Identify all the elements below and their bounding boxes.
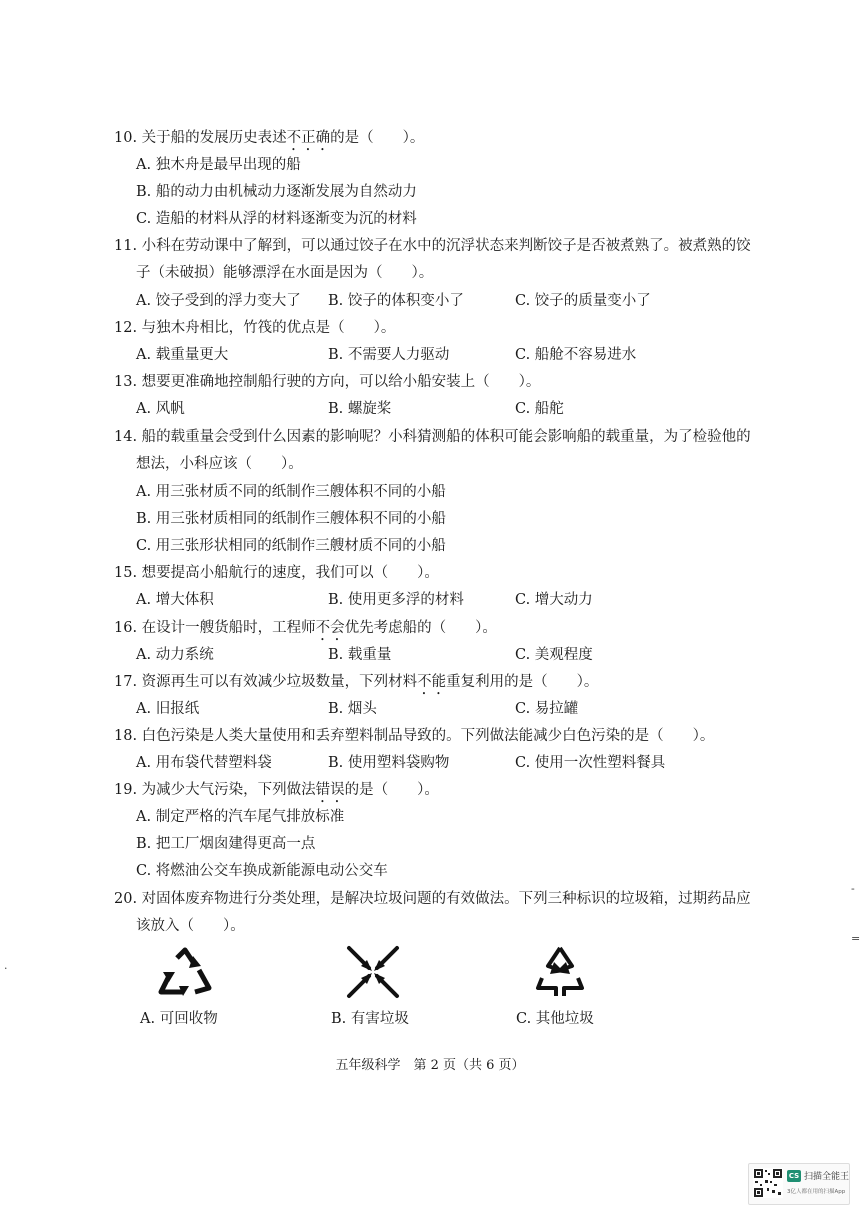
- question-13-stem: 13. 想要更准确地控制船行驶的方向，可以给小船安装上（ ）。: [114, 374, 541, 390]
- question-17-stem: 17. 资源再生可以有效减少垃圾数量，下列材料不能重复利用的是（ ）。: [114, 674, 599, 690]
- question-12-option-a: A. 载重量更大: [136, 347, 229, 363]
- question-19-option-a: A. 制定严格的汽车尾气排放标准: [136, 809, 345, 825]
- edge-mark: =: [851, 932, 860, 945]
- camscanner-tagline: 3亿人都在用的扫描App: [787, 1189, 846, 1195]
- question-14-option-c: C. 用三张形状相同的纸制作三艘材质不同的小船: [136, 538, 446, 554]
- question-16-option-a: A. 动力系统: [136, 647, 214, 663]
- camscanner-name: 扫描全能王: [804, 1172, 850, 1182]
- page-footer: 五年级科学 第 2 页（共 6 页）: [335, 1058, 525, 1073]
- question-18-option-b: B. 使用塑料袋购物: [328, 755, 450, 771]
- question-15-option-c: C. 增大动力: [515, 592, 593, 608]
- question-13-option-b: B. 螺旋桨: [328, 401, 392, 417]
- question-10-option-c: C. 造船的材料从浮的材料逐渐变为沉的材料: [136, 211, 417, 227]
- question-11-option-c: C. 饺子的质量变小了: [515, 293, 651, 309]
- question-14-stem: 14. 船的载重量会受到什么因素的影响呢？小科猜测船的体积可能会影响船的载重量，为了检验他的: [114, 429, 751, 445]
- question-20-option-a: A. 可回收物: [140, 1011, 218, 1027]
- question-11-option-a: A. 饺子受到的浮力变大了: [136, 293, 301, 309]
- question-17-option-b: B. 烟头: [328, 701, 377, 717]
- question-19-option-c: C. 将燃油公交车换成新能源电动公交车: [136, 863, 388, 879]
- question-12-option-b: B. 不需要人力驱动: [328, 347, 450, 363]
- question-11-stem-line2: 子（未破损）能够漂浮在水面是因为（ ）。: [136, 265, 434, 281]
- question-16-option-b: B. 载重量: [328, 647, 392, 663]
- question-18-option-c: C. 使用一次性塑料餐具: [515, 755, 666, 771]
- edge-mark: ·: [4, 962, 8, 975]
- question-13-option-a: A. 风帆: [136, 401, 185, 417]
- camscanner-logo: CS: [788, 1172, 800, 1180]
- question-19-stem: 19. 为减少大气污染，下列做法错误的是（ ）。: [114, 782, 439, 798]
- question-12-option-c: C. 船舱不容易进水: [515, 347, 637, 363]
- question-15-option-b: B. 使用更多浮的材料: [328, 592, 464, 608]
- hazard-arrows-icon: [345, 944, 401, 1000]
- question-19-option-b: B. 把工厂烟囱建得更高一点: [136, 836, 316, 852]
- question-14-option-a: A. 用三张材质不同的纸制作三艘体积不同的小船: [136, 484, 446, 500]
- question-20-stem: 20. 对固体废弃物进行分类处理，是解决垃圾问题的有效做法。下列三种标识的垃圾箱，过期药品应: [114, 891, 751, 907]
- question-15-option-a: A. 增大体积: [136, 592, 214, 608]
- question-11-stem: 11. 小科在劳动课中了解到，可以通过饺子在水中的沉浮状态来判断饺子是否被煮熟了。被煮熟的饺: [114, 238, 751, 254]
- question-13-option-c: C. 船舵: [515, 401, 564, 417]
- other-waste-icon: [534, 944, 586, 1000]
- question-16-option-c: C. 美观程度: [515, 647, 593, 663]
- question-10-stem: 10. 关于船的发展历史表述不正确的是（ ）。: [114, 130, 425, 146]
- edge-mark: -: [851, 882, 855, 895]
- question-20-option-c: C. 其他垃圾: [516, 1011, 594, 1027]
- question-15-stem: 15. 想要提高小船航行的速度，我们可以（ ）。: [114, 565, 439, 581]
- question-10-option-b: B. 船的动力由机械动力逐渐发展为自然动力: [136, 184, 417, 200]
- question-16-stem: 16. 在设计一艘货船时，工程师不会优先考虑船的（ ）。: [114, 620, 497, 636]
- scanner-watermark-badge: [748, 1163, 850, 1205]
- question-14-stem-line2: 想法，小科应该（ ）。: [136, 456, 303, 472]
- question-17-option-a: A. 旧报纸: [136, 701, 200, 717]
- question-20-option-b: B. 有害垃圾: [331, 1011, 409, 1027]
- question-10-option-a: A. 独木舟是最早出现的船: [136, 157, 301, 173]
- question-18-stem: 18. 白色污染是人类大量使用和丢弃塑料制品导致的。下列做法能减少白色污染的是（ ）。: [114, 728, 715, 744]
- qr-code-icon: [753, 1168, 783, 1198]
- question-14-option-b: B. 用三张材质相同的纸制作三艘体积不同的小船: [136, 511, 446, 527]
- question-17-option-c: C. 易拉罐: [515, 701, 579, 717]
- question-11-option-b: B. 饺子的体积变小了: [328, 293, 464, 309]
- recycle-icon: [155, 946, 215, 1000]
- question-12-stem: 12. 与独木舟相比，竹筏的优点是（ ）。: [114, 320, 396, 336]
- question-18-option-a: A. 用布袋代替塑料袋: [136, 755, 272, 771]
- question-20-stem-line2: 该放入（ ）。: [136, 918, 245, 934]
